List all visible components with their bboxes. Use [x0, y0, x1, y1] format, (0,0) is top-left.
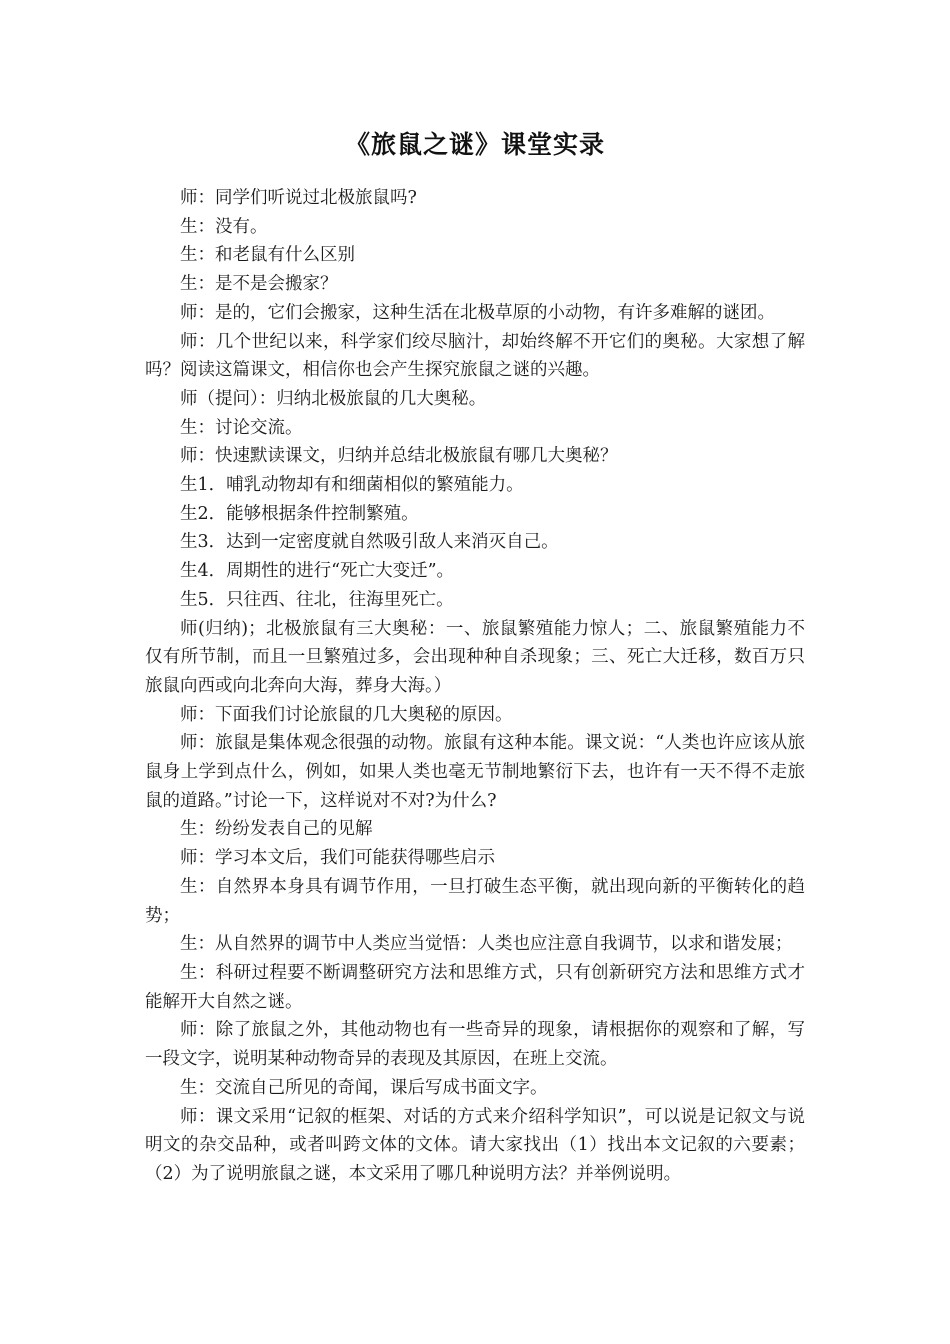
- paragraph: 师(归纳)；北极旅鼠有三大奥秘：一、旅鼠繁殖能力惊人；二、旅鼠繁殖能力不仅有所节制，而且一旦繁殖过多，会出现种种自杀现象；三、死亡大迁移，数百万只旅鼠向西或向北奔向大海，葬身大海。）: [145, 618, 805, 696]
- paragraph: 生：科研过程要不断调整研究方法和思维方式，只有创新研究方法和思维方式才能解开大自然之谜。: [145, 962, 805, 1012]
- paragraph: 生：和老鼠有什么区别: [180, 245, 355, 266]
- paragraph: 师：是的，它们会搬家，这种生活在北极草原的小动物，有许多难解的谜团。: [180, 302, 775, 323]
- paragraph: 师：同学们听说过北极旅鼠吗?: [180, 188, 417, 208]
- paragraph: 生：讨论交流。: [180, 417, 303, 438]
- paragraph: 师：下面我们讨论旅鼠的几大奥秘的原因。: [180, 704, 513, 725]
- paragraph: 生5．只往西、往北，往海里死亡。: [180, 589, 454, 610]
- paragraph: 生：没有。: [180, 216, 268, 237]
- paragraph: 师：课文采用“记叙的框架、对话的方式来介绍科学知识”，可以说是记叙文与说明文的杂交品种，或者叫跨文体的文体。请大家找出（1）找出本文记叙的六要素；（2）为了说明旅鼠之谜，本文采用了哪几种说明方法？并举例说明。: [145, 1106, 805, 1184]
- paragraph: 生：是不是会搬家？: [180, 274, 338, 295]
- document-body: [145, 184, 805, 1189]
- paragraph: 生：纷纷发表自己的见解: [180, 819, 373, 840]
- document-title: 《旅鼠之谜》课堂实录: [344, 130, 605, 159]
- paragraph: 生：从自然界的调节中人类应当觉悟：人类也应注意自我调节，以求和谐发展；: [180, 934, 793, 955]
- paragraph: 生：自然界本身具有调节作用，一旦打破生态平衡，就出现向新的平衡转化的趋势；: [145, 876, 805, 926]
- paragraph: 师：几个世纪以来，科学家们绞尽脑汁，却始终解不开它们的奥秘。大家想了解吗？阅读这篇课文，相信你也会产生探究旅鼠之谜的兴趣。: [145, 331, 805, 381]
- paragraph: 师（提问）：归纳北极旅鼠的几大奥秘。: [180, 388, 487, 409]
- paragraph: 生3．达到一定密度就自然吸引敌人来消灭自己。: [180, 532, 559, 553]
- paragraph: 师：学习本文后，我们可能获得哪些启示: [180, 848, 495, 869]
- paragraph: 师：旅鼠是集体观念很强的动物。旅鼠有这种本能。课文说：“人类也许应该从旅鼠身上学到点什么，例如，如果人类也毫无节制地繁衍下去，也许有一天不得不走旅鼠的道路。”讨论一下，这样说对不对?为什么?: [145, 733, 805, 811]
- paragraph: 师：快速默读课文，归纳并总结北极旅鼠有哪几大奥秘？: [180, 446, 618, 467]
- paragraph: 生1．哺乳动物却有和细菌相似的繁殖能力。: [180, 475, 524, 496]
- paragraph: 生2．能够根据条件控制繁殖。: [180, 503, 419, 524]
- paragraph: 生：交流自己所见的奇闻，课后写成书面文字。: [180, 1077, 548, 1098]
- paragraph: 生4．周期性的进行“死亡大变迁”。: [180, 561, 455, 582]
- paragraph: 师：除了旅鼠之外，其他动物也有一些奇异的现象，请根据你的观察和了解，写一段文字，说明某种动物奇异的表现及其原因，在班上交流。: [145, 1020, 805, 1070]
